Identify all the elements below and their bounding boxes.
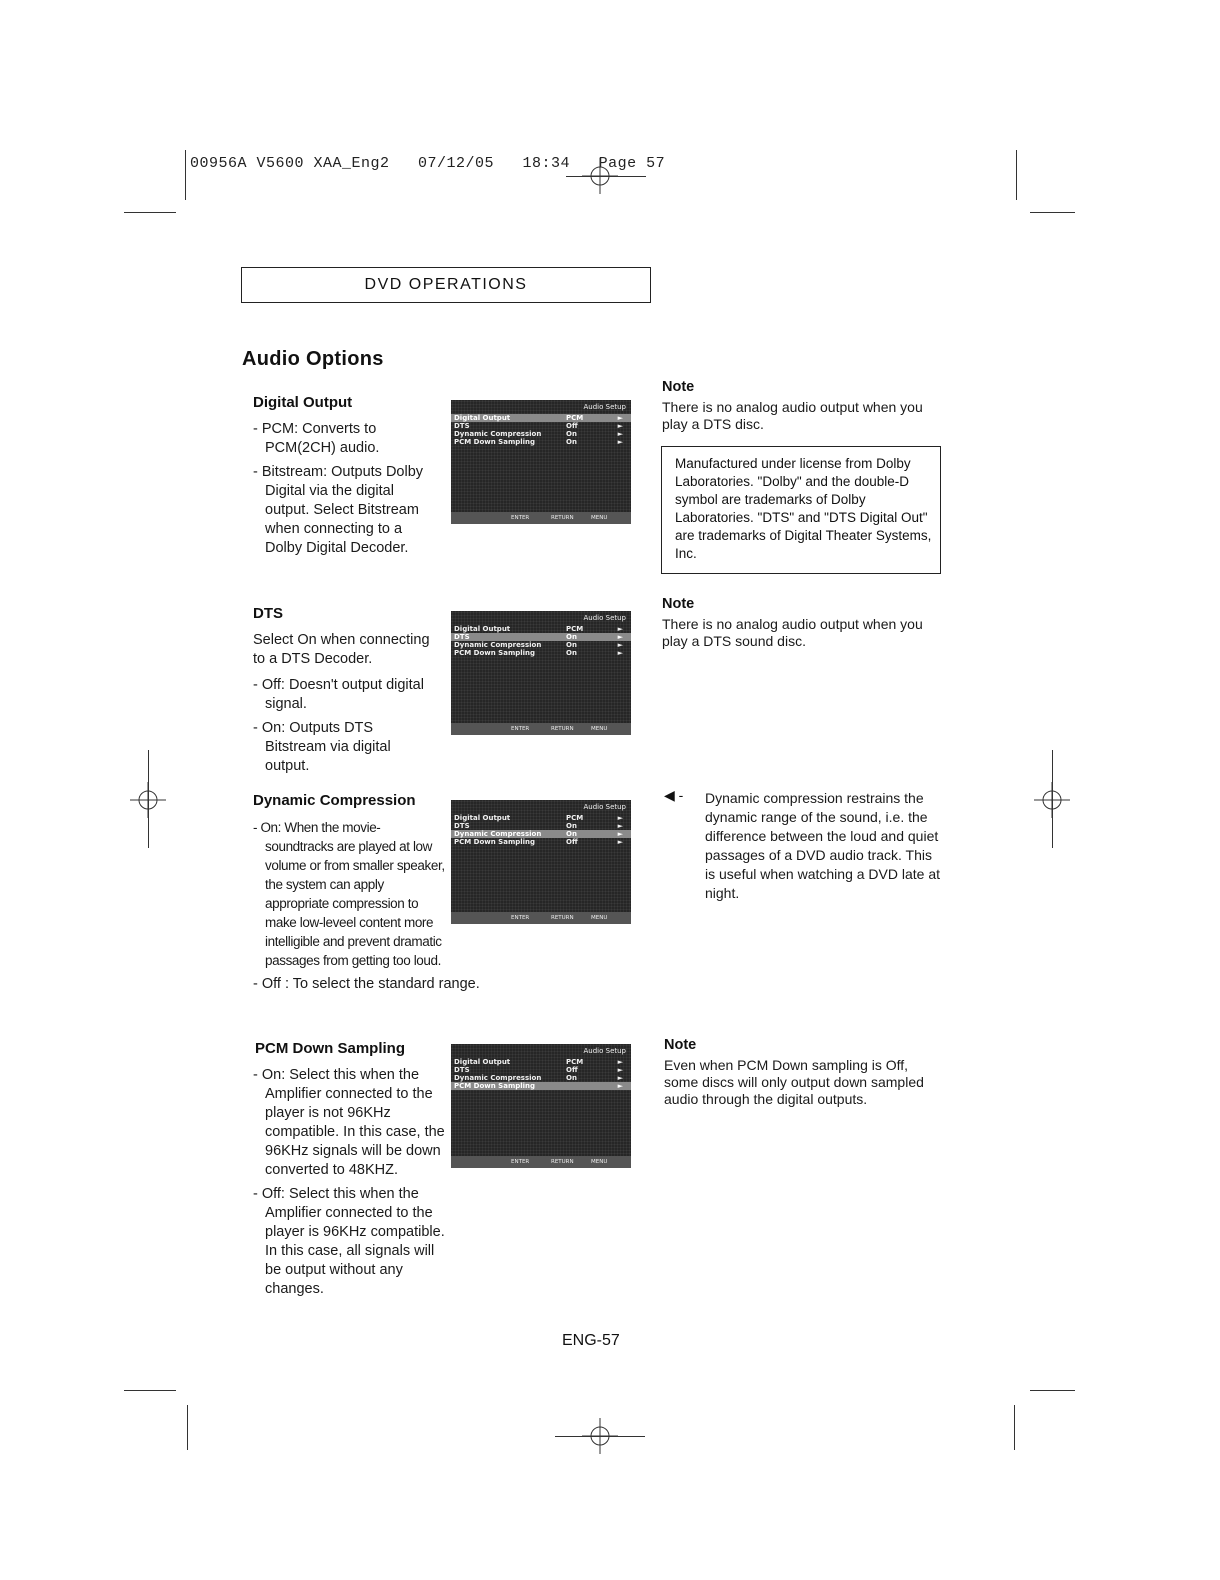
dynamic-compression-text xyxy=(253,818,445,975)
crop-mark xyxy=(1016,150,1017,200)
note-text: There is no analog audio output when you play a DTS disc. xyxy=(662,399,923,432)
dts-text xyxy=(253,631,438,781)
screen-button-bar: ENTER RETURN MENU xyxy=(451,1156,631,1168)
dts-intro: Select On when connecting to a DTS Decoder. xyxy=(253,632,430,667)
registration-mark-icon xyxy=(582,158,618,194)
pcm-down-sampling-text xyxy=(253,1066,448,1304)
list-item: - PCM: Converts to PCM(2CH) audio. xyxy=(253,421,380,456)
page-number: ENG-57 xyxy=(562,1332,620,1349)
menu-row: PCM Down Sampling Off ► xyxy=(454,838,623,846)
menu-row: Digital Output PCM ► xyxy=(454,625,623,633)
crop-mark xyxy=(1014,1405,1015,1450)
menu-row: Dynamic Compression On ► xyxy=(454,641,623,649)
crop-mark xyxy=(148,750,149,848)
note-text: Even when PCM Down sampling is Off, some discs will only output down sampled audio through the digital outputs. xyxy=(664,1057,924,1107)
menu-row: PCM Down Sampling On ► xyxy=(454,649,623,657)
note-heading: Note xyxy=(662,379,695,395)
menu-screenshot-pcm-down-sampling xyxy=(451,1044,631,1168)
screen-button-bar: ENTER RETURN MENU xyxy=(451,512,631,524)
section-header: DVD OPERATIONS xyxy=(241,267,651,303)
menu-row: DTS On ► xyxy=(454,822,623,830)
list-item: - Off : To select the standard range. xyxy=(253,976,480,992)
pointer-arrow-icon: ◀ - xyxy=(664,787,684,803)
digital-output-heading: Digital Output xyxy=(253,394,353,411)
crop-mark xyxy=(185,150,186,200)
note-heading: Note xyxy=(664,1037,697,1053)
dynamic-compression-heading: Dynamic Compression xyxy=(253,792,416,809)
list-item: - Bitstream: Outputs Dolby Digital via the digital output. Select Bitstream when connecting to a Dolby Digital Decoder. xyxy=(253,464,424,556)
print-slug: 00956A V5600 XAA_Eng2 07/12/05 18:34 Page 57 xyxy=(190,155,666,172)
pcm-down-sampling-heading: PCM Down Sampling xyxy=(255,1040,405,1057)
screen-button-bar: ENTER RETURN MENU xyxy=(451,723,631,735)
list-item: - On: When the movie-soundtracks are played at low volume or from smaller speaker, the system can apply appropriate compression to make low-leveel content more intelligible and prevent dramatic passages from getting too loud. xyxy=(253,820,445,968)
crop-mark xyxy=(1052,750,1053,848)
screen-button-bar: ENTER RETURN MENU xyxy=(451,912,631,924)
menu-row: Digital Output PCM ► xyxy=(451,414,631,422)
screen-title: Audio Setup xyxy=(583,614,626,622)
page-title: Audio Options xyxy=(242,348,384,370)
crop-mark xyxy=(124,1390,176,1391)
dts-heading: DTS xyxy=(253,605,283,622)
list-item: - Off: Doesn't output digital signal. xyxy=(253,677,424,712)
menu-row: Digital Output PCM ► xyxy=(454,1058,623,1066)
note-text: There is no analog audio output when you play a DTS sound disc. xyxy=(662,616,923,649)
menu-row: PCM Down Sampling On ► xyxy=(454,438,623,446)
screen-title: Audio Setup xyxy=(583,1047,626,1055)
note-heading: Note xyxy=(662,596,695,612)
menu-row: Dynamic Compression On ► xyxy=(451,830,631,838)
screen-title: Audio Setup xyxy=(583,803,626,811)
menu-row: Dynamic Compression On ► xyxy=(454,1074,623,1082)
dynamic-compression-side-text: Dynamic compression restrains the dynamic range of the sound, i.e. the difference between the loud and quiet passages of a DVD audio track. This is useful when watching a DVD late at night. xyxy=(705,790,941,901)
digital-output-text xyxy=(253,420,433,563)
crop-mark xyxy=(1030,1390,1075,1391)
menu-row: DTS Off ► xyxy=(454,1066,623,1074)
menu-row: PCM Down Sampling ► xyxy=(451,1082,631,1090)
menu-screenshot-digital-output xyxy=(451,400,631,524)
menu-row: DTS On ► xyxy=(451,633,631,641)
menu-screenshot-dts xyxy=(451,611,631,735)
menu-screenshot-dynamic-compression xyxy=(451,800,631,924)
screen-title: Audio Setup xyxy=(583,403,626,411)
list-item: - On: Select this when the Amplifier connected to the player is not 96KHz compatible. In this case, the 96KHz signals will be down converted to 48KHZ. xyxy=(253,1067,445,1178)
menu-row: Dynamic Compression On ► xyxy=(454,430,623,438)
crop-mark xyxy=(187,1405,188,1450)
list-item: - Off: Select this when the Amplifier connected to the player is 96KHz compatible. In this case, all signals will be output without any changes. xyxy=(253,1186,445,1297)
crop-mark xyxy=(124,212,176,213)
list-item: - On: Outputs DTS Bitstream via digital output. xyxy=(253,720,391,774)
crop-mark xyxy=(555,1436,645,1437)
menu-row: DTS Off ► xyxy=(454,422,623,430)
crop-mark xyxy=(1030,212,1075,213)
license-box: Manufactured under license from Dolby Laboratories. "Dolby" and the double-D symbol are trademarks of Dolby Laboratories. "DTS" and "DTS Digital Out" are trademarks of Digital Theater Systems, Inc. xyxy=(661,446,941,574)
menu-row: Digital Output PCM ► xyxy=(454,814,623,822)
